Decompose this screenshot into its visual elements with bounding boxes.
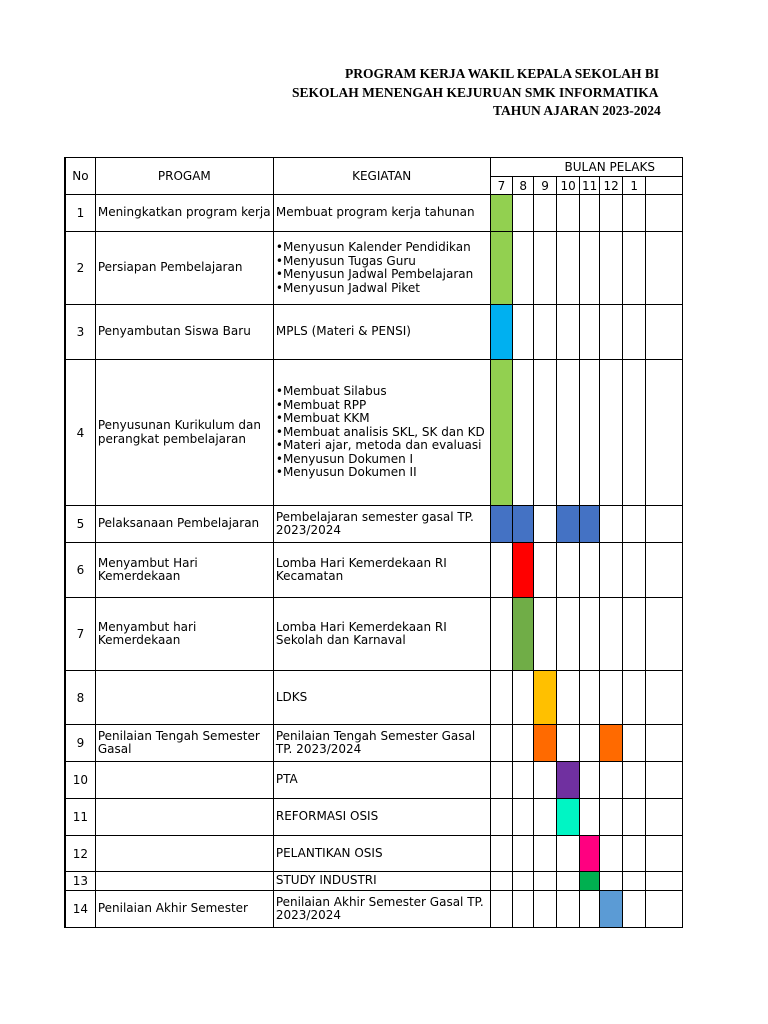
row-number: 11 [65, 799, 95, 836]
row-number: 12 [65, 836, 95, 872]
month-cell [623, 305, 646, 360]
month-cell [646, 360, 683, 506]
kegiatan-list-item [276, 439, 490, 453]
row-program [95, 872, 273, 891]
month-cell [534, 836, 557, 872]
month-cell [556, 305, 579, 360]
month-fill-cell [599, 725, 622, 762]
month-cell [599, 872, 622, 891]
month-cell [513, 360, 534, 506]
month-fill-cell [490, 232, 513, 305]
month-cell [490, 543, 513, 598]
kegiatan-list-item [276, 241, 490, 255]
program-table [64, 157, 683, 928]
month-cell [646, 891, 683, 928]
month-header-9: 9 [534, 177, 557, 195]
month-cell [623, 799, 646, 836]
month-cell [556, 725, 579, 762]
month-cell [646, 671, 683, 725]
month-fill-cell [599, 891, 622, 928]
row-program [95, 799, 273, 836]
month-fill-cell [580, 872, 600, 891]
month-cell [534, 598, 557, 671]
month-cell [556, 891, 579, 928]
header-kegiatan: KEGIATAN [273, 158, 490, 195]
month-cell [599, 671, 622, 725]
month-cell [599, 506, 622, 543]
month-fill-cell [534, 671, 557, 725]
month-fill-cell [556, 506, 579, 543]
month-cell [646, 543, 683, 598]
month-cell [580, 598, 600, 671]
row-program: Menyambut Hari Kemerdekaan [95, 543, 273, 598]
row-kegiatan: Lomba Hari Kemerdekaan RI Kecamatan [273, 543, 490, 598]
month-cell [490, 836, 513, 872]
table-row [65, 598, 683, 671]
month-cell [623, 671, 646, 725]
row-number: 4 [65, 360, 95, 506]
month-header-8: 8 [513, 177, 534, 195]
row-number: 3 [65, 305, 95, 360]
month-cell [623, 195, 646, 232]
kegiatan-list-item-text: Menyusun Dokumen II [282, 465, 417, 480]
row-number: 5 [65, 506, 95, 543]
month-cell [623, 762, 646, 799]
month-cell [534, 762, 557, 799]
month-cell [599, 762, 622, 799]
month-cell [646, 305, 683, 360]
month-cell [513, 671, 534, 725]
month-cell [646, 872, 683, 891]
row-kegiatan: Membuat program kerja tahunan [273, 195, 490, 232]
kegiatan-list-item-text: Menyusun Jadwal Piket [282, 280, 421, 295]
kegiatan-list [276, 385, 490, 480]
month-header-overflow [646, 177, 683, 195]
row-number: 7 [65, 598, 95, 671]
month-fill-cell [556, 799, 579, 836]
month-cell [534, 543, 557, 598]
kegiatan-list [276, 241, 490, 295]
kegiatan-list-item-text: Membuat analisis SKL, SK dan KD [282, 424, 485, 439]
table-body [65, 158, 683, 928]
row-number: 10 [65, 762, 95, 799]
month-cell [580, 360, 600, 506]
month-cell [623, 232, 646, 305]
month-header-10: 10 [556, 177, 579, 195]
header-row [65, 158, 683, 177]
kegiatan-list-item-text: Menyusun Tugas Guru [282, 253, 416, 268]
table-row [65, 725, 683, 762]
month-cell [599, 543, 622, 598]
month-cell [599, 305, 622, 360]
month-cell [513, 305, 534, 360]
month-cell [490, 725, 513, 762]
month-cell [513, 195, 534, 232]
title-line-1: PROGRAM KERJA WAKIL KEPALA SEKOLAH BI [345, 66, 660, 81]
month-fill-cell [513, 543, 534, 598]
kegiatan-list-item [276, 255, 490, 269]
month-cell [534, 872, 557, 891]
row-program: Penyusunan Kurikulum dan perangkat pembelajaran [95, 360, 273, 506]
month-cell [580, 232, 600, 305]
month-header-7: 7 [490, 177, 513, 195]
kegiatan-list-item-text: Membuat KKM [282, 411, 370, 426]
month-fill-cell [513, 506, 534, 543]
month-cell [646, 232, 683, 305]
kegiatan-list-item [276, 399, 490, 413]
kegiatan-list-item-text: Membuat Silabus [282, 384, 387, 399]
month-cell [599, 360, 622, 506]
row-kegiatan [273, 360, 490, 506]
month-fill-cell [490, 506, 513, 543]
row-program: Meningkatkan program kerja [95, 195, 273, 232]
row-program [95, 762, 273, 799]
month-cell [623, 360, 646, 506]
month-cell [580, 725, 600, 762]
header-program: PROGAM [95, 158, 273, 195]
row-kegiatan: PELANTIKAN OSIS [273, 836, 490, 872]
table-row [65, 195, 683, 232]
row-program: Pelaksanaan Pembelajaran [95, 506, 273, 543]
row-program [95, 836, 273, 872]
table-row [65, 360, 683, 506]
table-row [65, 305, 683, 360]
row-program: Penyambutan Siswa Baru [95, 305, 273, 360]
month-fill-cell [580, 506, 600, 543]
row-program: Penilaian Akhir Semester [95, 891, 273, 928]
month-cell [513, 725, 534, 762]
month-cell [623, 506, 646, 543]
month-cell [599, 232, 622, 305]
row-kegiatan [273, 232, 490, 305]
month-fill-cell [490, 360, 513, 506]
month-fill-cell [513, 598, 534, 671]
month-cell [534, 506, 557, 543]
row-kegiatan: MPLS (Materi & PENSI) [273, 305, 490, 360]
row-kegiatan: REFORMASI OSIS [273, 799, 490, 836]
table-row [65, 872, 683, 891]
month-cell [599, 799, 622, 836]
month-cell [556, 836, 579, 872]
table-row [65, 543, 683, 598]
month-header-1: 1 [623, 177, 646, 195]
kegiatan-list-item [276, 466, 490, 480]
table-row [65, 232, 683, 305]
month-cell [556, 872, 579, 891]
row-kegiatan: STUDY INDUSTRI [273, 872, 490, 891]
row-number: 8 [65, 671, 95, 725]
month-cell [646, 725, 683, 762]
month-cell [513, 762, 534, 799]
month-cell [534, 305, 557, 360]
kegiatan-list-item [276, 453, 490, 467]
month-cell [556, 195, 579, 232]
row-kegiatan: Lomba Hari Kemerdekaan RI Sekolah dan Karnaval [273, 598, 490, 671]
month-fill-cell [556, 762, 579, 799]
month-cell [646, 836, 683, 872]
row-number: 14 [65, 891, 95, 928]
month-cell [556, 598, 579, 671]
table-row [65, 799, 683, 836]
row-number: 6 [65, 543, 95, 598]
month-cell [534, 360, 557, 506]
month-fill-cell [534, 725, 557, 762]
table-row [65, 671, 683, 725]
table-row [65, 891, 683, 928]
month-cell [534, 891, 557, 928]
month-cell [534, 232, 557, 305]
kegiatan-list-item-text: Menyusun Dokumen I [282, 451, 414, 466]
row-number: 1 [65, 195, 95, 232]
month-cell [490, 799, 513, 836]
row-kegiatan: Penilaian Tengah Semester Gasal TP. 2023/2024 [273, 725, 490, 762]
kegiatan-list-item-text: Menyusun Jadwal Pembelajaran [282, 267, 474, 281]
month-cell [646, 762, 683, 799]
kegiatan-list-item [276, 412, 490, 426]
month-cell [513, 872, 534, 891]
month-cell [599, 598, 622, 671]
kegiatan-list-item-text: Materi ajar, metoda dan evaluasi [282, 438, 482, 453]
month-cell [646, 598, 683, 671]
month-cell [490, 891, 513, 928]
month-cell [623, 543, 646, 598]
month-cell [490, 872, 513, 891]
month-cell [580, 543, 600, 598]
month-fill-cell [580, 836, 600, 872]
row-number: 9 [65, 725, 95, 762]
month-cell [646, 799, 683, 836]
month-cell [556, 232, 579, 305]
table-row [65, 762, 683, 799]
month-cell [556, 543, 579, 598]
kegiatan-list-item [276, 282, 490, 296]
month-cell [513, 799, 534, 836]
header-no: No [65, 158, 95, 195]
month-cell [490, 598, 513, 671]
row-program: Persiapan Pembelajaran [95, 232, 273, 305]
month-cell [599, 836, 622, 872]
month-cell [513, 891, 534, 928]
month-cell [623, 725, 646, 762]
kegiatan-list-item-text: Menyusun Kalender Pendidikan [282, 240, 471, 254]
month-cell [534, 195, 557, 232]
month-cell [580, 799, 600, 836]
kegiatan-list-item [276, 426, 490, 440]
row-kegiatan: PTA [273, 762, 490, 799]
title-line-3: TAHUN AJARAN 2023-2024 [493, 103, 661, 118]
kegiatan-list-item-text: Membuat RPP [282, 397, 367, 412]
month-cell [513, 232, 534, 305]
month-cell [513, 836, 534, 872]
month-cell [599, 195, 622, 232]
month-cell [534, 799, 557, 836]
month-cell [646, 506, 683, 543]
month-fill-cell [490, 195, 513, 232]
month-header-12: 12 [599, 177, 622, 195]
month-cell [623, 872, 646, 891]
row-kegiatan: LDKS [273, 671, 490, 725]
month-cell [646, 195, 683, 232]
title-line-2: SEKOLAH MENENGAH KEJURUAN SMK INFORMATIKA [292, 85, 659, 100]
month-cell [580, 195, 600, 232]
month-cell [580, 671, 600, 725]
kegiatan-list-item [276, 268, 490, 282]
row-program: Penilaian Tengah Semester Gasal [95, 725, 273, 762]
row-number: 13 [65, 872, 95, 891]
row-program: Menyambut hari Kemerdekaan [95, 598, 273, 671]
month-cell [580, 305, 600, 360]
month-cell [623, 836, 646, 872]
month-cell [580, 762, 600, 799]
row-number: 2 [65, 232, 95, 305]
row-kegiatan: Pembelajaran semester gasal TP. 2023/2024 [273, 506, 490, 543]
month-cell [623, 891, 646, 928]
month-fill-cell [490, 305, 513, 360]
month-cell [490, 762, 513, 799]
month-cell [580, 891, 600, 928]
header-bulan: BULAN PELAKS [490, 158, 682, 177]
month-cell [556, 671, 579, 725]
month-header-11: 11 [580, 177, 600, 195]
row-kegiatan: Penilaian Akhir Semester Gasal TP. 2023/2024 [273, 891, 490, 928]
table-row [65, 836, 683, 872]
month-cell [556, 360, 579, 506]
month-cell [623, 598, 646, 671]
row-program [95, 671, 273, 725]
month-cell [490, 671, 513, 725]
table-row [65, 506, 683, 543]
kegiatan-list-item [276, 385, 490, 399]
